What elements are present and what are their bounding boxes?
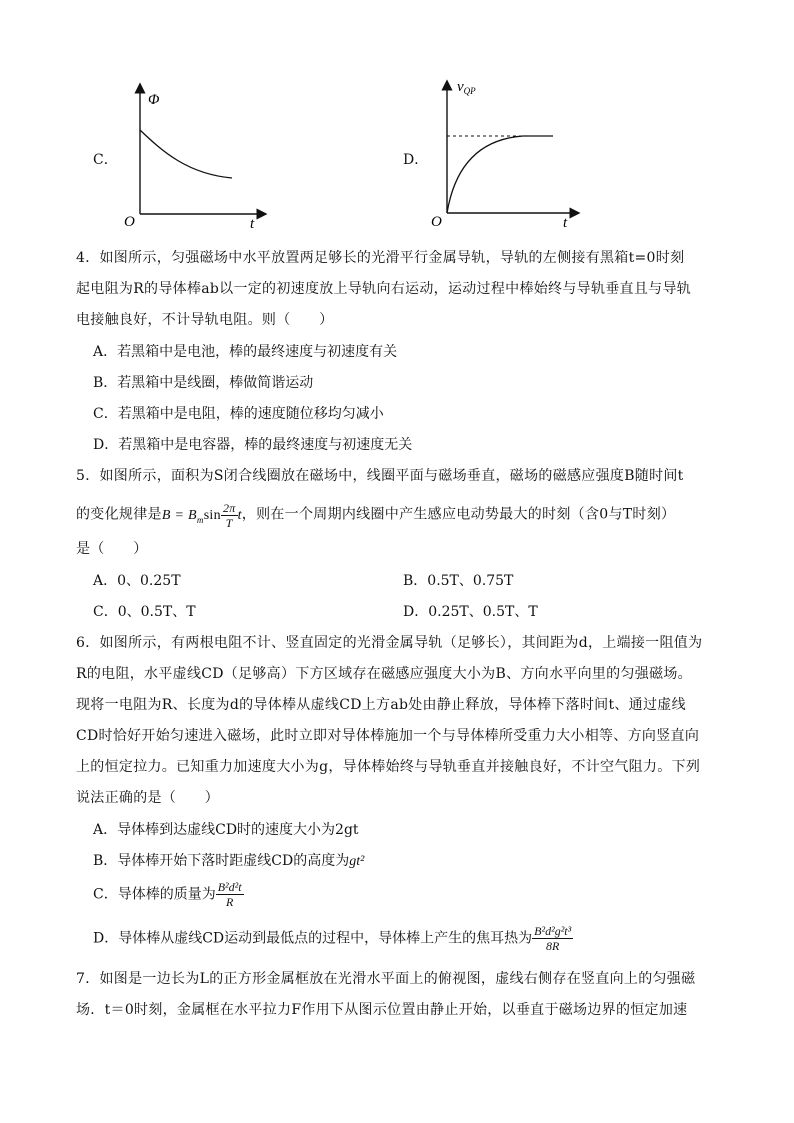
q5-option-a: A．0、0.25T — [93, 573, 181, 589]
q6-line-5: 上的恒定拉力。已知重力加速度大小为g，导体棒始终与导轨垂直并接触良好，不计空气阻力。下列 — [76, 759, 701, 775]
graph-d-option-label: D． — [403, 152, 429, 168]
graph-c-option-label: C． — [93, 152, 118, 168]
q5-line-1: 5．如图所示，面积为S闭合线圈放在磁场中，线圈平面与磁场垂直，磁场的磁感应强度B随时间t — [76, 468, 684, 484]
graph-c-flux-time — [118, 82, 268, 232]
q4-option-b: B．若黑箱中是线圈，棒做简谐运动 — [93, 375, 314, 391]
graph-c-decay-curve — [140, 130, 232, 178]
q5-option-c: C．0、0.5T、T — [93, 604, 196, 620]
graph-c-origin: O — [124, 214, 135, 230]
graph-c-y-label: Φ — [148, 92, 160, 108]
q5-line-3: 是（ ） — [76, 541, 148, 557]
q6-line-2: R的电阻，水平虚线CD（足够高）下方区域存在磁感应强度大小为B、方向水平向里的匀强磁场。 — [76, 666, 692, 682]
q6-line-3: 现将一电阻为R、长度为d的导体棒从虚线CD上方ab处由静止释放，导体棒下落时间t、通过虚线 — [76, 697, 686, 713]
q4-option-a: A．若黑箱中是电池，棒的最终速度与初速度有关 — [93, 344, 398, 360]
q6-line-4: CD时恰好开始匀速进入磁场，此时立即对导体棒施加一个与导体棒所受重力大小相等、方向竖直向 — [76, 728, 700, 744]
graph-d-y-label: $v_{QP}$ — [457, 79, 476, 96]
q6-option-a: A．导体棒到达虚线CD时的速度大小为2gt — [93, 822, 359, 838]
graph-d-velocity-time — [425, 75, 585, 232]
q5-formula: $B = B_m\sin$ $\frac{2\pi}{T}$ t — [161, 501, 242, 530]
graph-d-x-label: t — [563, 215, 568, 231]
q5-option-b: B．0.5T、0.75T — [403, 573, 514, 589]
q7-line-1: 7．如图是一边长为L的正方形金属框放在光滑水平面上的俯视图，虚线右侧存在竖直向上的匀强磁 — [76, 971, 696, 987]
q4-option-c: C．若黑箱中是电阻，棒的速度随位移均匀减小 — [93, 406, 384, 422]
graph-d-origin: O — [431, 214, 442, 230]
q7-line-2: 场．t＝0时刻，金属框在水平拉力F作用下从图示位置由静止开始，以垂直于磁场边界的恒定加速 — [76, 1002, 688, 1018]
q4-line-3: 电接触良好，不计导轨电阻。则（ ） — [76, 312, 334, 328]
q4-line-1: 4．如图所示，匀强磁场中水平放置两足够长的光滑平行金属导轨，导轨的左侧接有黑箱t=0时刻 — [76, 250, 685, 266]
q5-option-d: D．0.25T、0.5T、T — [403, 604, 538, 620]
q6-option-d: D．导体棒从虚线CD运动到最低点的过程中，导体棒上产生的焦耳热为 $\frac{\text{B²d²g²t³}}{8R}$ — [93, 924, 572, 953]
q5-line-2: 的变化规律是$B = B_m\sin$ $\frac{2\pi}{T}$ t，则在一个周期内线圈中产生感应电动势最大的时刻（含0与T时刻） — [76, 501, 676, 530]
q6-option-c: C．导体棒的质量为 $\frac{\text{B²d²t}}{R}$ — [93, 880, 242, 909]
graph-d-rising-curve — [447, 136, 553, 213]
q6-line-1: 6．如图所示，有两根电阻不计、竖直固定的光滑金属导轨（足够长），其间距为d，上端接一阻值为 — [76, 635, 703, 651]
graph-c-x-label: t — [250, 216, 255, 232]
q6-option-b: B．导体棒开始下落时距虚线CD的高度为gt² — [93, 853, 365, 869]
q6-line-6: 说法正确的是（ ） — [76, 790, 219, 806]
q4-option-d: D．若黑箱中是电容器，棒的最终速度与初速度无关 — [93, 437, 413, 453]
q4-line-2: 起电阻为R的导体棒ab以一定的初速度放上导轨向右运动，运动过程中棒始终与导轨垂直且与导轨 — [76, 281, 692, 297]
